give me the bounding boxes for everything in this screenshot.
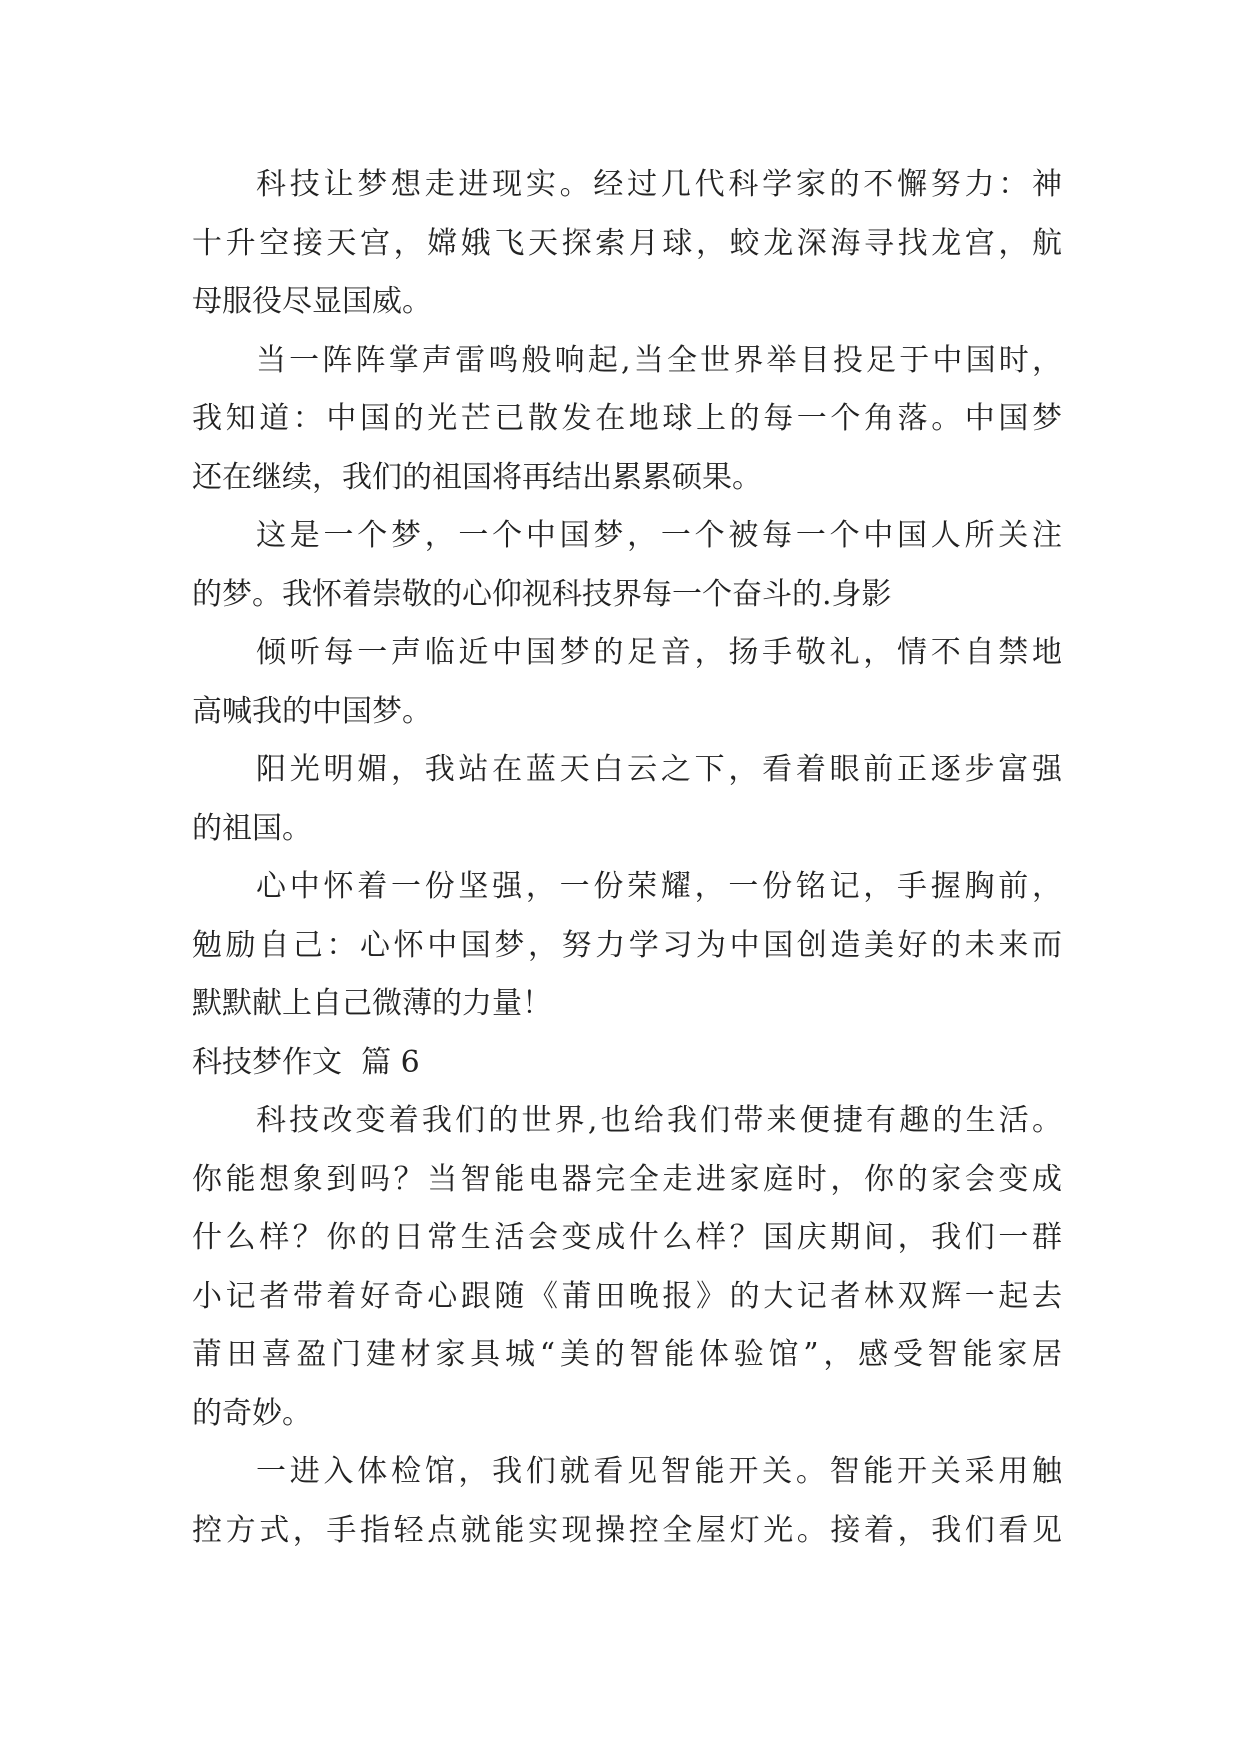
text-line: 高喊我的中国梦。 [192,693,432,729]
section-heading: 科技梦作文 篇 6 [192,1044,420,1080]
text-line: 你能想象到吗？当智能电器完全走进家庭时，你的家会变成 [192,1161,1062,1197]
text-line: 科技改变着我们的世界,也给我们带来便捷有趣的生活。 [256,1103,1062,1138]
text-line: 心中怀着一份坚强，一份荣耀，一份铭记，手握胸前， [256,869,1062,904]
text-line: 莆田喜盈门建材家具城“美的智能体验馆”，感受智能家居 [192,1337,1062,1372]
text-line: 控方式，手指轻点就能实现操控全屋灯光。接着，我们看见 [192,1512,1062,1548]
text-line: 科技让梦想走进现实。经过几代科学家的不懈努力：神 [256,167,1062,202]
text-line: 我知道：中国的光芒已散发在地球上的每一个角落。中国梦 [192,401,1062,436]
document-body-text [192,156,1062,1560]
text-line: 的梦。我怀着崇敬的心仰视科技界每一个奋斗的.身影 [192,576,892,612]
text-line: 倾听每一声临近中国梦的足音，扬手敬礼，情不自禁地 [256,635,1062,670]
text-line: 一进入体检馆，我们就看见智能开关。智能开关采用触 [256,1454,1062,1489]
text-line: 阳光明媚，我站在蓝天白云之下，看着眼前正逐步富强 [256,752,1062,787]
text-line: 当一阵阵掌声雷鸣般响起,当全世界举目投足于中国时， [256,342,1062,378]
text-line: 还在继续，我们的祖国将再结出累累硕果。 [192,459,762,495]
text-line: 什么样？你的日常生活会变成什么样？国庆期间，我们一群 [192,1220,1062,1255]
text-line: 十升空接天宫，嫦娥飞天探索月球，蛟龙深海寻找龙宫，航 [192,225,1062,261]
text-line: 母服役尽显国威。 [192,284,432,319]
text-line: 小记者带着好奇心跟随《莆田晚报》的大记者林双辉一起去 [192,1278,1062,1314]
text-line: 的祖国。 [192,810,312,846]
text-line: 勉励自己：心怀中国梦，努力学习为中国创造美好的未来而 [192,927,1062,963]
text-line: 的奇妙。 [192,1395,312,1431]
text-line: 这是一个梦，一个中国梦，一个被每一个中国人所关注 [256,518,1062,553]
text-line: 默默献上自己微薄的力量！ [192,986,552,1021]
